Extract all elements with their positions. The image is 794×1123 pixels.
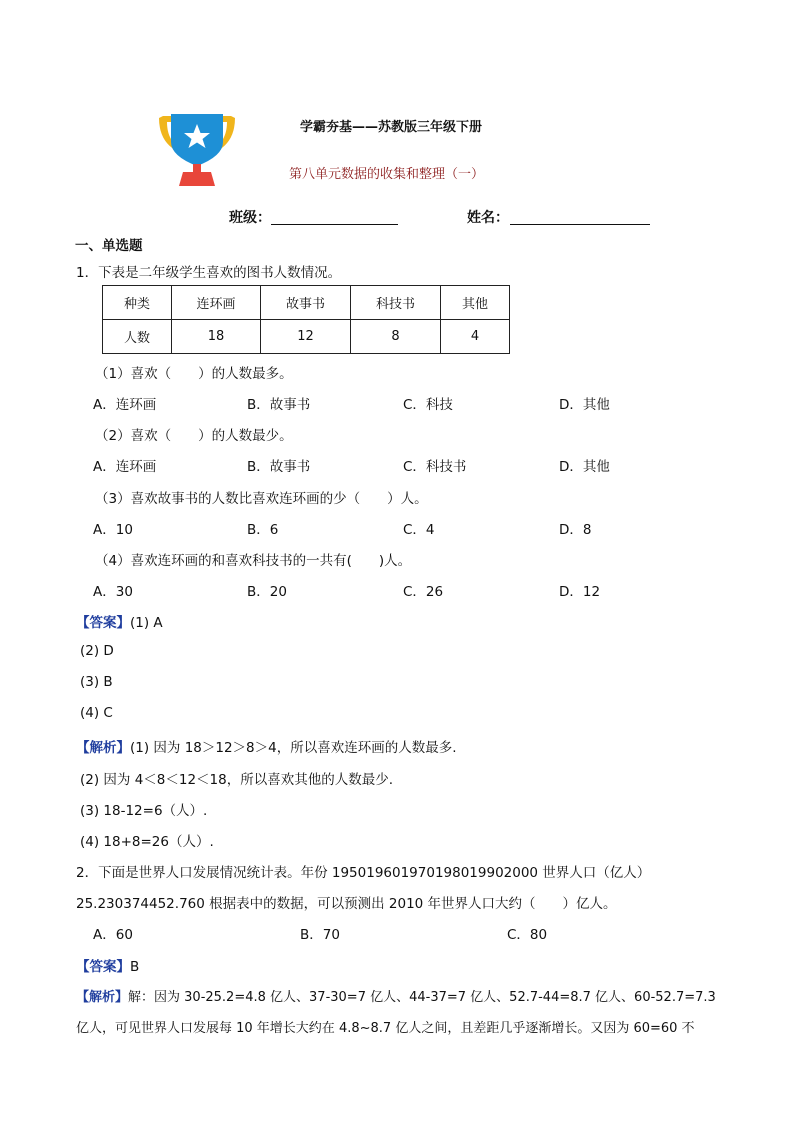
q2-stem-line1: 2．下面是世界人口发展情况统计表。年份 19501960197019801990​2000 世界人口（亿人）: [76, 865, 651, 881]
table-header-row: [103, 286, 510, 320]
q1-sub1-stem: （1）喜欢（ ）的人数最多。: [95, 366, 293, 382]
option-a[interactable]: A．60: [93, 927, 133, 943]
q1-answer: [76, 611, 163, 631]
table-cell: 18: [172, 320, 261, 354]
analysis-text: 解：因为 30-25.2=4.8 亿人、37-30=7 亿人、44-37=7 亿人、52.7-44=8.7 亿人、60-52.7=7.3: [128, 990, 716, 1005]
q1-stem: 1．下表是二年级学生喜欢的图书人数情况。: [76, 265, 342, 281]
table-cell: 种类: [103, 286, 172, 320]
option-d[interactable]: D．其他: [559, 459, 610, 475]
option-d[interactable]: D．其他: [559, 397, 610, 413]
option-c[interactable]: C．4: [403, 522, 435, 538]
page-subtitle: 第八单元数据的收集和整理（一）: [289, 167, 485, 182]
option-b[interactable]: B．20: [247, 584, 287, 600]
option-c[interactable]: C．科技: [403, 397, 453, 413]
q1-sub4-stem: （4）喜欢连环画的和喜欢科技书的一共有( )人。: [95, 553, 412, 569]
answer-tag: 【答案】: [76, 615, 130, 631]
table-cell: 12: [261, 320, 351, 354]
q1-sub3-stem: （3）喜欢故事书的人数比喜欢连环画的少（ ）人。: [95, 491, 428, 507]
analysis-line: (3) 18-12=6（人）.: [80, 803, 208, 819]
option-b[interactable]: B．6: [247, 522, 279, 538]
analysis-tag: 【解析】: [76, 740, 130, 756]
q1-sub2-stem: （2）喜欢（ ）的人数最少。: [95, 428, 293, 444]
answer-line: (2) D: [80, 643, 114, 659]
option-b[interactable]: B．故事书: [247, 397, 311, 413]
option-b[interactable]: B．故事书: [247, 459, 311, 475]
trophy-logo-icon: [155, 112, 239, 188]
name-blank[interactable]: [510, 224, 650, 225]
table-row: [103, 320, 510, 354]
table-cell: 4: [441, 320, 510, 354]
option-d[interactable]: D．8: [559, 522, 592, 538]
table-cell: 连环画: [172, 286, 261, 320]
class-label: 班级：: [229, 210, 271, 226]
q2-stem-line2: 25.230374452.760 根据表中的数据，可以预测出 2010 年世界人口大约（ ）亿人。: [76, 896, 617, 912]
q2-answer: [76, 955, 139, 975]
option-a[interactable]: A．连环画: [93, 397, 157, 413]
answer-line: (3) B: [80, 674, 113, 690]
option-c[interactable]: C．科技书: [403, 459, 467, 475]
table-cell: 科技书: [351, 286, 441, 320]
analysis-line: 亿人，可见世界人口发展每 10 年增长大约在 4.8~8.7 亿人之间，且差距几乎逐渐增长。又因为 60=60 不: [76, 1021, 695, 1036]
page-title: 学霸夯基——苏教版三年级下册: [300, 120, 483, 135]
name-label: 姓名：: [467, 210, 509, 226]
q1-analysis: [76, 736, 457, 756]
q2-analysis: [76, 986, 716, 1005]
answer-tag: 【答案】: [76, 959, 130, 975]
analysis-tag: 【解析】: [76, 990, 129, 1005]
table-cell: 人数: [103, 320, 172, 354]
option-c[interactable]: C．26: [403, 584, 444, 600]
option-a[interactable]: A．10: [93, 522, 133, 538]
book-preference-table: [102, 285, 510, 354]
class-blank[interactable]: [271, 224, 398, 225]
answer-text: (1) A: [130, 615, 163, 631]
option-a[interactable]: A．连环画: [93, 459, 157, 475]
answer-text: B: [130, 959, 140, 975]
analysis-line: (2) 因为 4＜8＜12＜18，所以喜欢其他的人数最少.: [80, 772, 394, 788]
option-d[interactable]: D．12: [559, 584, 601, 600]
table-cell: 故事书: [261, 286, 351, 320]
analysis-text: (1) 因为 18＞12＞8＞4，所以喜欢连环画的人数最多.: [130, 740, 457, 756]
answer-line: (4) C: [80, 705, 113, 721]
analysis-line: (4) 18+8=26（人）.: [80, 834, 214, 850]
table-cell: 8: [351, 320, 441, 354]
option-b[interactable]: B．70: [300, 927, 340, 943]
section-title: 一、单选题: [75, 238, 143, 254]
option-a[interactable]: A．30: [93, 584, 133, 600]
option-c[interactable]: C．80: [507, 927, 548, 943]
table-cell: 其他: [441, 286, 510, 320]
